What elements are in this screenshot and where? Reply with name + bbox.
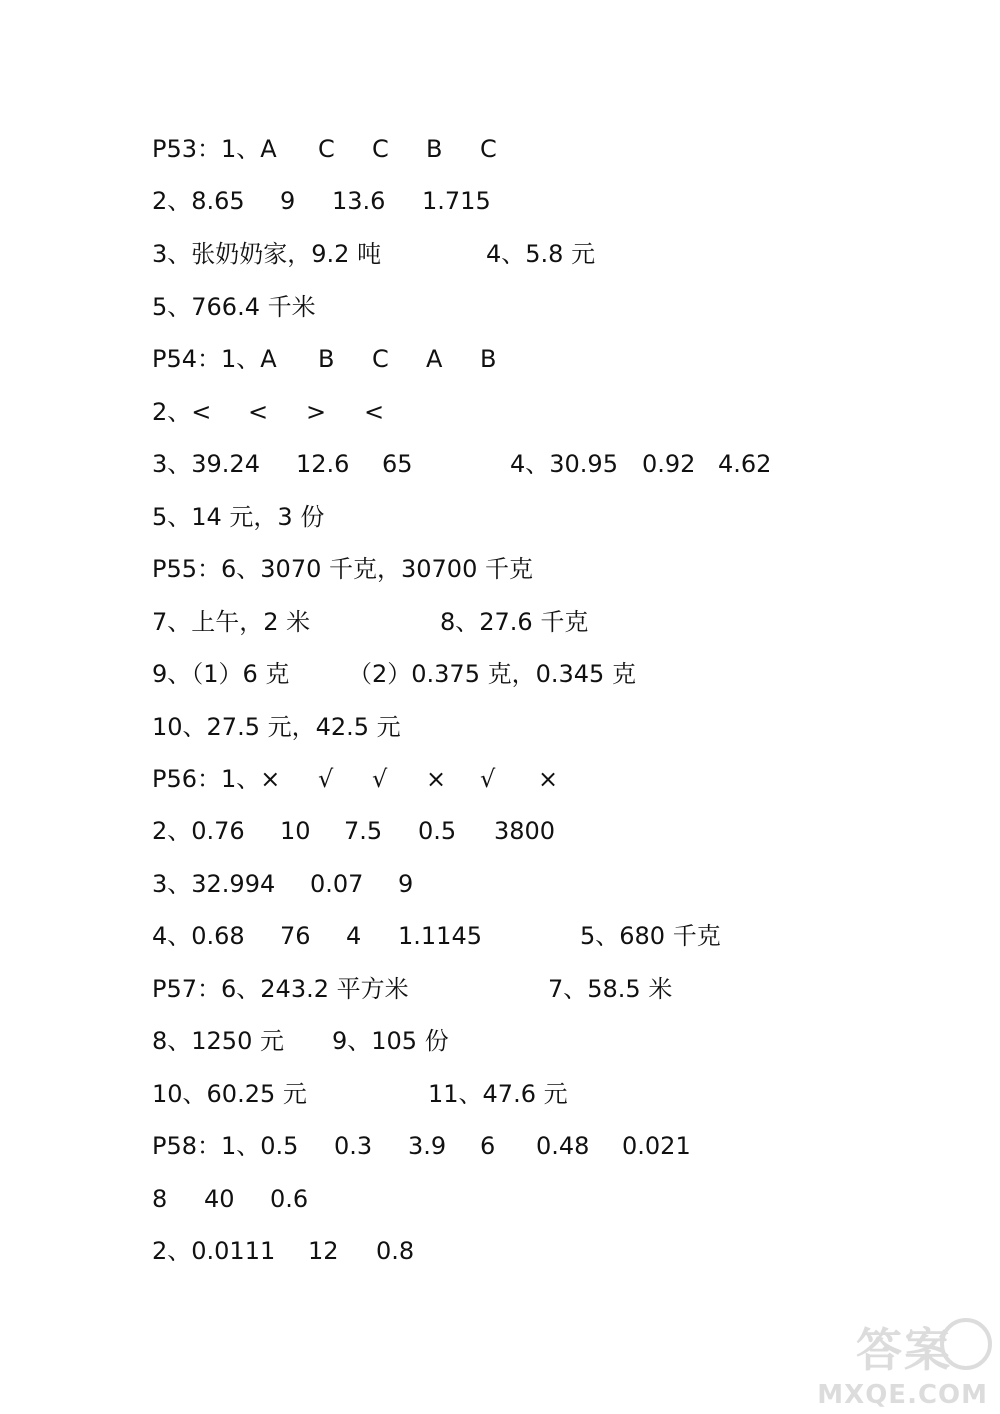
answer-item: B bbox=[318, 345, 335, 373]
answer-item: > bbox=[306, 398, 327, 426]
answer-item: 3、32.994 bbox=[152, 870, 276, 898]
answer-item: C bbox=[480, 135, 497, 163]
answer-line bbox=[152, 1023, 952, 1059]
answer-line bbox=[152, 551, 952, 587]
answer-item: 0.8 bbox=[376, 1237, 415, 1265]
answer-item: 9 bbox=[280, 187, 296, 215]
answer-line bbox=[152, 289, 952, 325]
answer-item: 5、680 千克 bbox=[580, 922, 721, 950]
answer-item: 2、8.65 bbox=[152, 187, 245, 215]
answer-item: P58：1、0.5 bbox=[152, 1132, 299, 1160]
answer-line bbox=[152, 1128, 952, 1164]
answer-item: B bbox=[480, 345, 497, 373]
answer-item: < bbox=[364, 398, 385, 426]
answer-item: P54：1、A bbox=[152, 345, 277, 373]
answer-item: 6 bbox=[480, 1132, 496, 1160]
answer-item: 7.5 bbox=[344, 817, 383, 845]
answer-item: C bbox=[372, 345, 389, 373]
answer-line bbox=[152, 604, 952, 640]
answer-item: 2、0.0111 bbox=[152, 1237, 276, 1265]
watermark-en: MXQE.COM bbox=[817, 1380, 988, 1410]
answer-item: 2、< bbox=[152, 398, 212, 426]
answer-item: 9 bbox=[398, 870, 414, 898]
answer-item: 1.715 bbox=[422, 187, 491, 215]
answer-item: 8 bbox=[152, 1185, 168, 1213]
answer-item: C bbox=[318, 135, 335, 163]
answer-item: × bbox=[538, 765, 559, 793]
answer-line bbox=[152, 183, 952, 219]
answer-line bbox=[152, 499, 952, 535]
answer-item: 0.07 bbox=[310, 870, 364, 898]
answer-item: A bbox=[426, 345, 443, 373]
answer-item: × bbox=[426, 765, 447, 793]
answer-line bbox=[152, 813, 952, 849]
answer-item: 9、105 份 bbox=[332, 1027, 449, 1055]
answer-item: 4、0.68 bbox=[152, 922, 245, 950]
answer-item: 1.1145 bbox=[398, 922, 482, 950]
answer-item: 3、张奶奶家，9.2 吨 bbox=[152, 240, 382, 268]
answer-item: 4、30.95 bbox=[510, 450, 618, 478]
answer-item: P56：1、× bbox=[152, 765, 281, 793]
answer-line bbox=[152, 971, 952, 1007]
answer-item: 4.62 bbox=[718, 450, 772, 478]
answer-item: 10、60.25 元 bbox=[152, 1080, 307, 1108]
answer-line bbox=[152, 918, 952, 954]
answer-item: 8、1250 元 bbox=[152, 1027, 284, 1055]
answer-item: 4 bbox=[346, 922, 362, 950]
answer-line bbox=[152, 761, 952, 797]
answer-item: 0.021 bbox=[622, 1132, 691, 1160]
answer-item: C bbox=[372, 135, 389, 163]
answer-item: 3、39.24 bbox=[152, 450, 260, 478]
answer-item: 2、0.76 bbox=[152, 817, 245, 845]
answer-line bbox=[152, 236, 952, 272]
answer-item: 5、14 元，3 份 bbox=[152, 503, 325, 531]
answer-item: 0.48 bbox=[536, 1132, 590, 1160]
answer-line bbox=[152, 656, 952, 692]
answer-item: < bbox=[248, 398, 269, 426]
answer-item: √ bbox=[318, 765, 334, 793]
answer-item: 65 bbox=[382, 450, 413, 478]
answer-item: P53：1、A bbox=[152, 135, 277, 163]
answer-item: 0.6 bbox=[270, 1185, 309, 1213]
answer-item: √ bbox=[480, 765, 496, 793]
answer-item: 0.92 bbox=[642, 450, 696, 478]
answer-item: 10、27.5 元，42.5 元 bbox=[152, 713, 401, 741]
answer-item: 10 bbox=[280, 817, 311, 845]
answer-item: 11、47.6 元 bbox=[428, 1080, 568, 1108]
answer-item: 13.6 bbox=[332, 187, 386, 215]
answer-item: 4、5.8 元 bbox=[486, 240, 596, 268]
answer-line bbox=[152, 131, 952, 167]
answer-item: （2）0.375 克，0.345 克 bbox=[348, 660, 636, 688]
answer-item: P55：6、3070 千克，30700 千克 bbox=[152, 555, 533, 583]
answer-item: 0.3 bbox=[334, 1132, 373, 1160]
answer-line bbox=[152, 394, 952, 430]
answer-item: √ bbox=[372, 765, 388, 793]
answer-item: 76 bbox=[280, 922, 311, 950]
watermark-cn: 答案 bbox=[856, 1323, 952, 1377]
answer-item: B bbox=[426, 135, 443, 163]
answer-line bbox=[152, 709, 952, 745]
answer-item: 40 bbox=[204, 1185, 235, 1213]
watermark-seal-icon bbox=[940, 1318, 992, 1370]
answer-item: 3800 bbox=[494, 817, 556, 845]
answer-line bbox=[152, 1233, 952, 1269]
answer-item: 12 bbox=[308, 1237, 339, 1265]
answer-item: 5、766.4 千米 bbox=[152, 293, 316, 321]
answer-item: 3.9 bbox=[408, 1132, 447, 1160]
answer-line bbox=[152, 1181, 952, 1217]
answer-item: P57：6、243.2 平方米 bbox=[152, 975, 409, 1003]
answer-line bbox=[152, 446, 952, 482]
watermark-logo bbox=[802, 1314, 992, 1410]
answer-item: 7、58.5 米 bbox=[548, 975, 673, 1003]
answer-item: 12.6 bbox=[296, 450, 350, 478]
answer-item: 0.5 bbox=[418, 817, 457, 845]
answer-item: 8、27.6 千克 bbox=[440, 608, 589, 636]
answer-line bbox=[152, 866, 952, 902]
answer-line bbox=[152, 341, 952, 377]
answer-item: 9、（1）6 克 bbox=[152, 660, 290, 688]
answer-item: 7、上午，2 米 bbox=[152, 608, 311, 636]
answer-line bbox=[152, 1076, 952, 1112]
